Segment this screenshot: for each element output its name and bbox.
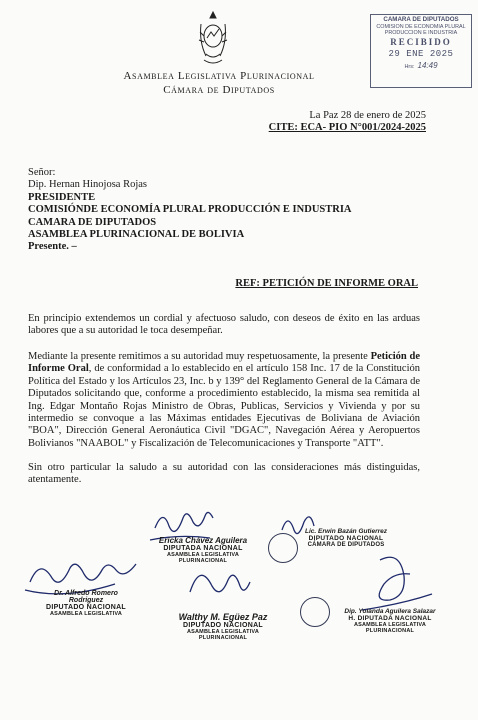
signature-block-3 [36, 590, 136, 617]
signer-name: Ericka Chávez Aguilera [158, 536, 248, 545]
recipient-commission: COMISIÓNDE ECONOMÍA PLURAL PRODUCCIÓN E INDUSTRIA [28, 204, 352, 216]
reference-line: REF: PETICIÓN DE INFORME ORAL [235, 278, 418, 289]
chamber-name: Cámara de Diputados [163, 84, 275, 96]
stamp-time: 14:49 [417, 60, 438, 70]
body-paragraph-3: Sin otro particular la saludo a su autoridad con las consideraciones más distinguidas, atentamente. [28, 462, 420, 486]
stamp-hours-label: Hrs: [404, 63, 415, 70]
signer-role: DIPUTADO NACIONAL [45, 604, 127, 611]
recipient-chamber: CAMARA DE DIPUTADOS [28, 216, 157, 228]
signer-org: ASAMBLEA LEGISLATIVA PLURINACIONAL [166, 552, 240, 564]
signer-name: Lic. Erwin Bazán Gutierrez [305, 528, 387, 535]
signer-role: DIPUTADA NACIONAL [163, 545, 243, 552]
stamp-commission-2: PRODUCCION E INDUSTRIA [384, 29, 458, 36]
stamp-date: 29 ENE 2025 [388, 48, 454, 59]
recipient-block [28, 167, 352, 254]
signature-block-1 [148, 536, 258, 564]
signer-role: H. DIPUTADA NACIONAL [348, 615, 432, 622]
signer-name: Walthy M. Egüez Paz [178, 612, 268, 622]
stamp-commission: COMISION DE ECONOMIA PLURAL [376, 23, 466, 30]
signer-name: Dr. Alfredo Romero Rodriguez [54, 590, 118, 604]
recipient-title: PRESIDENTE [28, 191, 96, 203]
paragraph-2-bold: Petición de Informe Oral [28, 351, 421, 375]
signer-name: Dip. Yolanda Aguilera Salazar [344, 608, 436, 615]
received-stamp [370, 14, 472, 88]
stamp-label: RECIBIDO [390, 36, 452, 47]
body-paragraph-1: En principio extendemos un cordial y afectuoso saludo, con deseos de éxito en las arduas labores que a su autoridad le toca desempeñar. [28, 313, 420, 337]
bolivia-coat-of-arms-icon [198, 10, 228, 70]
signature-block-2 [296, 528, 396, 548]
cite-number: CITE: ECA- PIO N°001/2024-2025 [268, 122, 426, 133]
signer-org: ASAMBLEA LEGISLATIVA PLURINACIONAL [186, 629, 260, 641]
stamp-time-row [371, 61, 471, 70]
paragraph-2-intro: Mediante la presente remitimos a su autoridad muy respetuosamente, la presente [28, 351, 371, 362]
paragraph-2-rest: , de conformidad a lo establecido en el artículo 158 Inc. 17 de la Constitución Política del Estado y los Artículos 23, Inc. b y 139° del Reglamento General de la Cámara de Diputados solicitando que, conforme a procedimiento establecido, la misma sea remitida al Ing. Edgar Montaño Rojas Ministro de Obras, Publicas, Servicios y Vivienda y por su intermedio se convoque a las Máximas entidades Ejecutivas de Boliviana de Aviación "BOA", Dirección General Aeronáutica Civil "DGAC", Navegación Aérea y Aeropuertos Bolivianos "NAABOL" y Fiscalización de Telecomunicaciones y Transporte "ATT". [28, 363, 420, 449]
body-paragraph-2 [28, 351, 420, 450]
stamp-chamber: CAMARA DE DIPUTADOS [383, 16, 459, 23]
letter-date: La Paz 28 de enero de 2025 [309, 110, 426, 121]
signer-org: ASAMBLEA LEGISLATIVA [49, 611, 123, 617]
signature-block-4 [168, 612, 278, 641]
recipient-name: Dip. Hernan Hinojosa Rojas [28, 179, 147, 191]
salutation: Señor: [28, 167, 56, 178]
signer-org: CÁMARA DE DIPUTADOS [307, 542, 385, 548]
presente: Presente. – [28, 241, 77, 253]
chamber-seal-icon [268, 533, 298, 563]
chamber-seal-icon [300, 597, 330, 627]
org-name: Asamblea Legislativa Plurinacional [123, 70, 315, 82]
signature-block-5 [334, 608, 446, 634]
signer-role: DIPUTADO NACIONAL [308, 535, 384, 542]
recipient-assembly: ASAMBLEA PLURINACIONAL DE BOLIVIA [28, 229, 245, 241]
signer-role: DIPUTADO NACIONAL [182, 622, 264, 629]
signer-org: ASAMBLEA LEGISLATIVA PLURINACIONAL [353, 622, 427, 634]
